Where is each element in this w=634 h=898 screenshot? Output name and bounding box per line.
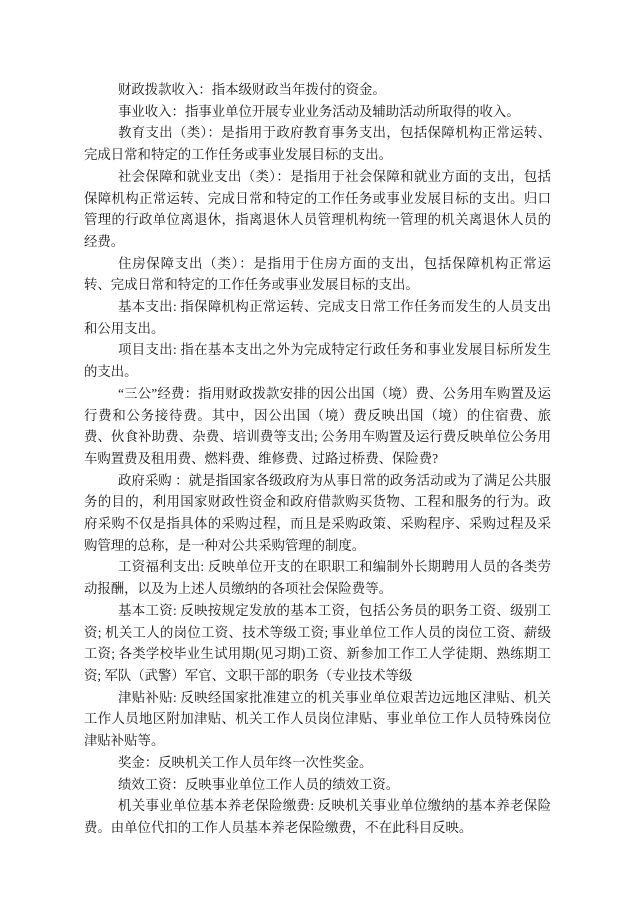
- paragraph-social-security-employment-expenditure: 社会保障和就业支出（类）：是指用于社会保障和就业方面的支出，包括保障机构正常运转、完成日常和特定的工作任务或事业发展目标的支出。归口管理的行政单位离退休，指离退休人员管理机构统一管理的机关离退休人员的经费。: [84, 168, 551, 249]
- paragraph-housing-security-expenditure: 住房保障支出（类）：是指用于住房方面的支出，包括保障机构正常运转、完成日常和特定的工作任务或事业发展目标的支出。: [84, 255, 551, 293]
- paragraph-three-public-funds: “三公”经费：指用财政拨款安排的因公出国（境）费、公务用车购置及运行费和公务接待费。其中，因公出国（境）费反映出国（境）的住宿费、旅费、伙食补助费、杂费、培训费等支出; 公务用车购置及运行费反映单位公务用车购置费及租用费、燃料费、维修费、过路过桥费、保险费?: [84, 385, 551, 466]
- paragraph-bonus: 奖金：反映机关工作人员年终一次性奖金。: [118, 754, 373, 770]
- document-body: [84, 79, 551, 839]
- paragraph-project-expenditure: 项目支出: 指在基本支出之外为完成特定行政任务和事业发展目标所发生的支出。: [84, 342, 551, 380]
- paragraph-education-expenditure: 教育支出（类）：是指用于政府教育事务支出，包括保障机构正常运转、完成日常和特定的工作任务或事业发展目标的支出。: [84, 125, 551, 163]
- paragraph-allowances-subsidies: 津贴补贴: 反映经国家批准建立的机关事业单位艰苦边远地区津贴、机关工作人员地区附加津贴、机关工作人员岗位津贴、事业单位工作人员特殊岗位津贴补贴等。: [84, 689, 551, 749]
- paragraph-basic-salary: 基本工资: 反映按规定发放的基本工资，包括公务员的职务工资、级别工资; 机关工人的岗位工资、技术等级工资; 事业单位工作人员的岗位工资、薪级工资; 各类学校毕业生试用期(见习期)工资、新参加工作工人学徒期、熟练期工资; 军队（武警）军官、文职干部的职务（专业技术等级: [84, 602, 551, 683]
- paragraph-wage-welfare-expenditure: 工资福利支出: 反映单位开支的在职职工和编制外长期聘用人员的各类劳动报酬，以及为上述人员缴纳的各项社会保险费等。: [84, 559, 551, 597]
- paragraph-pension-insurance-contribution: 机关事业单位基本养老保险缴费: 反映机关事业单位缴纳的基本养老保险费。由单位代扣的工作人员基本养老保险缴费，不在此科目反映。: [84, 798, 551, 835]
- paragraph-performance-pay: 绩效工资：反映事业单位工作人员的绩效工资。: [118, 776, 400, 792]
- paragraph-operating-income: 事业收入：指事业单位开展专业业务活动及辅助活动所取得的收入。: [118, 103, 520, 119]
- paragraph-basic-expenditure: 基本支出: 指保障机构正常运转、完成支日常工作任务而发生的人员支出和公用支出。: [84, 299, 551, 336]
- paragraph-fiscal-appropriation-income: 财政拨款收入：指本级财政当年拨付的资金。: [118, 82, 386, 97]
- paragraph-government-procurement: 政府采购 ：就是指国家各级政府为从事日常的政务活动或为了满足公共服务的目的，利用国家财政性资金和政府借款购买货物、工程和服务的行为。政府采购不仅是指具体的采购过程，而且是采购政策、采购程序、采购过程及采购管理的总称，是一种对公共采购管理的制度。: [84, 472, 551, 553]
